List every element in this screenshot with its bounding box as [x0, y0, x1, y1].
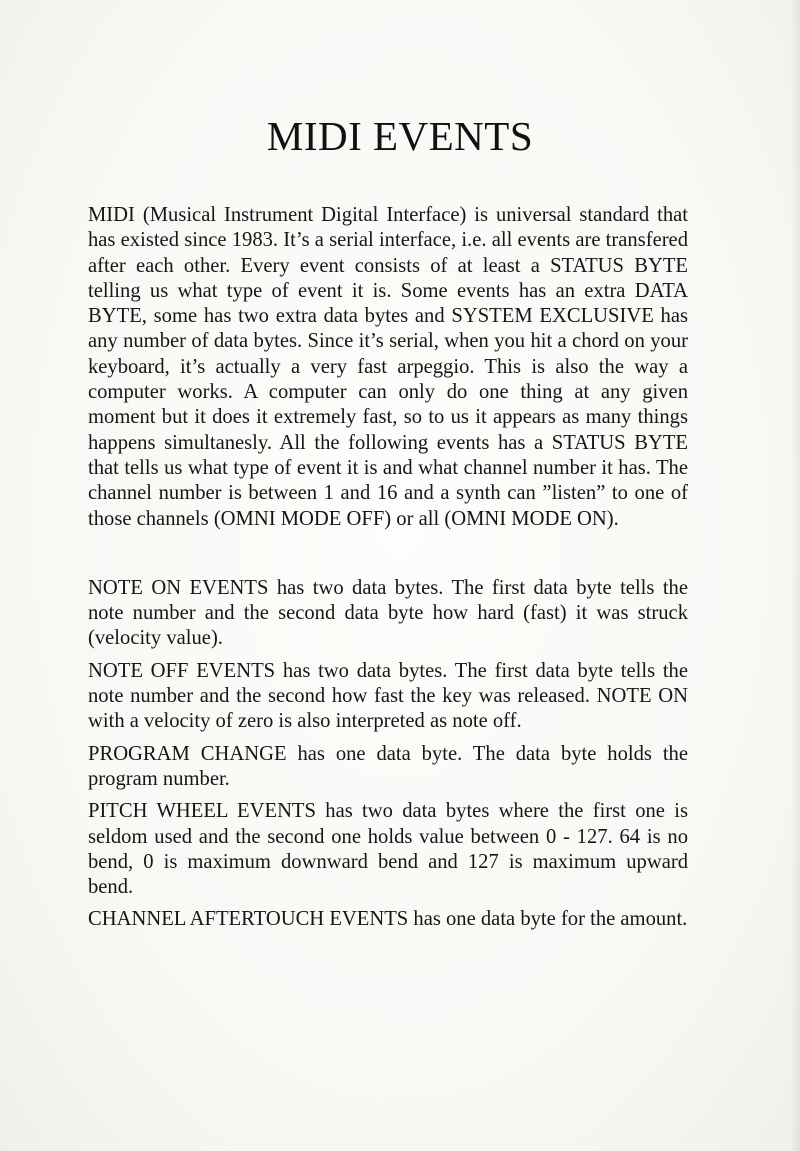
page-edge-shadow — [790, 0, 800, 1151]
page-title: MIDI EVENTS — [266, 113, 534, 159]
intro-paragraph: MIDI (Musical Instrument Digital Interface) is universal standard that has existed since 1983. It’s a serial interface, i.e. all events are transfered after each other. Every event consists of at least a STATUS BYTE telling us what type of event it is. Some events has an extra DATA BYTE, some has two extra data bytes and SYSTEM EXCLUSIVE has any number of data bytes. Since it’s serial, when you hit a chord on your keyboard, it’s actually a very fast arpeggio. This is also the way a computer works. A computer can only do one thing at any given moment but it does it extremely fast, so to us it appears as many things happens simultanesly. All the following events has a STATUS BYTE that tells us what type of event it is and what channel number it has. The channel number is between 1 and 16 and a synth can ”listen” to one of those channels (OMNI MODE OFF) or all (OMNI MODE ON). — [88, 204, 688, 530]
note-off-paragraph: NOTE OFF EVENTS has two data bytes. The first data byte tells the note number and the second how fast the key was released. NOTE ON with a velocity of zero is also interpreted as note off. — [88, 659, 688, 733]
channel-aftertouch-paragraph: CHANNEL AFTERTOUCH EVENTS has one data byte for the amount. — [88, 908, 688, 931]
note-on-paragraph: NOTE ON EVENTS has two data bytes. The first data byte tells the note number and the second data byte how hard (fast) it was struck (velocity value). — [88, 576, 688, 650]
program-change-paragraph: PROGRAM CHANGE has one data byte. The data byte holds the program number. — [88, 742, 688, 790]
pitch-wheel-paragraph: PITCH WHEEL EVENTS has two data bytes where the first one is seldom used and the second one holds value between 0 - 127. 64 is no bend, 0 is maximum downward bend and 127 is maximum upward bend. — [88, 800, 688, 899]
document-body — [88, 203, 688, 933]
